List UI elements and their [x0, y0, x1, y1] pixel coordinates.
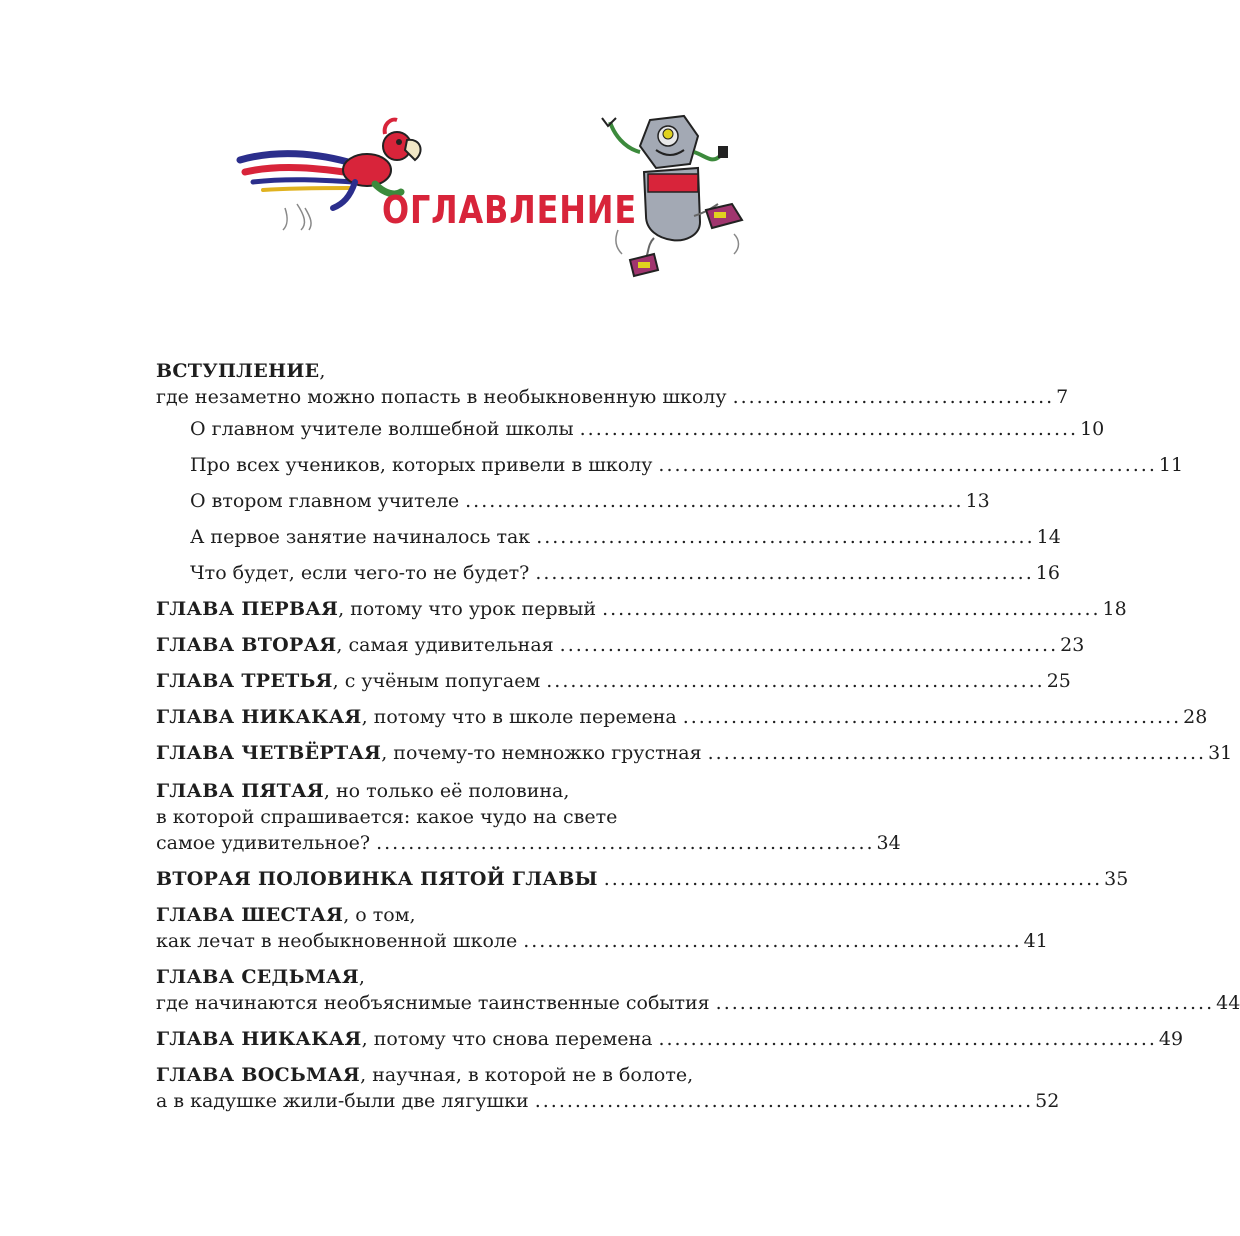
page-number: 11: [1158, 454, 1184, 476]
dot-leader: ..............................................................: [682, 706, 1182, 728]
toc-entry-chapter[interactable]: ГЛАВА ВТОРАЯ , самая удивительная .............................................................. 23: [156, 634, 1085, 656]
page-number: 13: [965, 490, 990, 512]
toc-entry[interactable]: Что будет, если чего-то не будет? .............................................................. 16: [190, 562, 1060, 584]
page-number: 14: [1036, 526, 1061, 548]
toc-entry-chapter[interactable]: ГЛАВА СЕДЬМАЯ , где начинаются необъяснимые таинственные события .............................................................. 44: [156, 966, 1240, 1014]
toc-entry-chapter[interactable]: ГЛАВА ЧЕТВЁРТАЯ , почему-то немножко грустная .............................................................. 31: [156, 742, 1233, 764]
page-number: 23: [1060, 634, 1085, 656]
dot-leader: ..............................................................: [559, 634, 1059, 656]
toc-entry-chapter[interactable]: ГЛАВА ТРЕТЬЯ , с учёным попугаем .............................................................. 25: [156, 670, 1071, 692]
page-number: 10: [1080, 418, 1105, 440]
dot-leader: ..............................................................: [376, 832, 875, 854]
page-number: 28: [1183, 706, 1208, 728]
page-number: 35: [1104, 868, 1129, 890]
dot-leader: ..............................................................: [707, 742, 1207, 764]
dot-leader: ..............................................................: [546, 670, 1045, 692]
toc-entry-chapter[interactable]: ГЛАВА НИКАКАЯ , потому что снова перемена .............................................................. 49: [156, 1028, 1184, 1050]
toc-entry-chapter[interactable]: ГЛАВА НИКАКАЯ , потому что в школе перемена .............................................................. 28: [156, 706, 1208, 728]
page-number: 49: [1158, 1028, 1184, 1050]
dot-leader: ..............................................................: [715, 992, 1215, 1014]
toc-entry-chapter[interactable]: ВТОРАЯ ПОЛОВИНКА ПЯТОЙ ГЛАВЫ .............................................................. 35: [156, 868, 1129, 890]
dot-leader: ........................................: [732, 386, 1055, 408]
page-number: 18: [1102, 598, 1127, 620]
page-number: 16: [1035, 562, 1060, 584]
dot-leader: ..............................................................: [535, 562, 1034, 584]
toc-entry-intro[interactable]: ВСТУПЛЕНИЕ , где незаметно можно попасть в необыкновенную школу ........................................ 7: [156, 360, 1069, 408]
page-title: ОГЛАВЛЕНИЕ: [382, 188, 637, 232]
dot-leader: ..............................................................: [465, 490, 964, 512]
dot-leader: ..............................................................: [658, 1028, 1157, 1050]
dot-leader: ..............................................................: [523, 930, 1022, 952]
robot-icon: [594, 112, 754, 282]
page-number: 34: [876, 832, 901, 854]
page-number: 31: [1208, 742, 1233, 764]
toc-entry-chapter[interactable]: ГЛАВА ПЕРВАЯ , потому что урок первый .............................................................. 18: [156, 598, 1127, 620]
toc-entry[interactable]: А первое занятие начиналось так .............................................................. 14: [190, 526, 1061, 548]
dot-leader: ..............................................................: [579, 418, 1079, 440]
toc-entry[interactable]: О главном учителе волшебной школы .............................................................. 10: [190, 418, 1105, 440]
dot-leader: ..............................................................: [602, 598, 1101, 620]
page-number: 41: [1023, 930, 1048, 952]
page-number: 52: [1035, 1090, 1060, 1112]
toc-entry-chapter[interactable]: ГЛАВА ШЕСТАЯ , о том, как лечат в необыкновенной школе .............................................................. 41: [156, 904, 1048, 952]
toc-entry[interactable]: О втором главном учителе .............................................................. 13: [190, 490, 990, 512]
page-number: 44: [1216, 992, 1240, 1014]
dot-leader: ..............................................................: [603, 868, 1103, 890]
page-number: 7: [1056, 386, 1069, 408]
toc-entry[interactable]: Про всех учеников, которых привели в школу .............................................................. 11: [190, 454, 1184, 476]
toc-entry-chapter[interactable]: ГЛАВА ПЯТАЯ , но только её половина, в которой спрашивается: какое чудо на свете самое удивительное? .............................................................. 34: [156, 780, 901, 854]
page-number: 25: [1046, 670, 1071, 692]
dot-leader: ..............................................................: [536, 526, 1035, 548]
dot-leader: ..............................................................: [534, 1090, 1034, 1112]
dot-leader: ..............................................................: [658, 454, 1157, 476]
toc-header: [0, 0, 1000, 300]
toc-entry-chapter[interactable]: ГЛАВА ВОСЬМАЯ , научная, в которой не в болоте, а в кадушке жили-были две лягушки .............................................................. 52: [156, 1064, 1060, 1112]
